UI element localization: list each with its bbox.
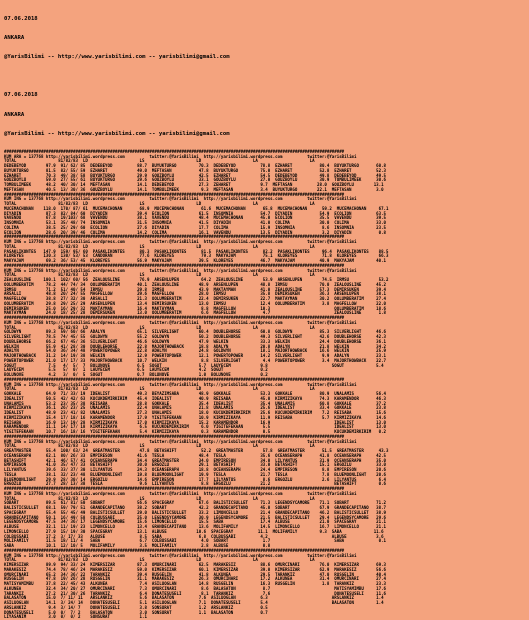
report-line: TOTAL 81/82/83 LD LS LD LA LA bbox=[4, 324, 315, 330]
report-line: RUSGELIN 47.8 19/ 26/ 28 RUSGELIN 31.1 MARAKESIZ 26.3 OMURCINARI 17.2 ALKUNEA 31.4 OMURCINARI 27.4 bbox=[4, 576, 387, 582]
report-line: MATISYAMIMBU 37.8 22/ 45/ 43 ALKUNEA 7.4 ASILUOGLAN 14.8 RUSGELIN 16.3 RUSGELIN 1.8 TARANKIZ 23.3 bbox=[4, 581, 387, 587]
report-line: TOTAL 81/82/83 LD LS LD LA LA bbox=[4, 243, 315, 249]
report-line: MAKTAYMAN 24.0 18/ 25/ 28 DEMIRSUKEN 13.0 OOLUMBERATIM 6.6 MAGFELLOW 4.7 ZEALOUSLINE 1.8 bbox=[4, 310, 387, 316]
report-line: ZEALOUSLINE 100.1 102/ 60/ 56 ZEALOUSLINE 76.9 ARSENLUPEN 64.2 ZEALOUSLINE 53.9 ARSENLUPEN 74.5 IRMSU 53.2 bbox=[4, 277, 389, 283]
report-line: KUM ING = 137768 http://yarisbilimi.wordpress.com twitter:@YarisBilimi http://yarisbilimi.wordpress.com twitter:@YarisBilimi bbox=[4, 267, 357, 273]
report-line: GOKKALE 64.9 71/ 33/ 19 IDEALIST 49.3 BEYAZIMSABA 48.9 GOKKALE 53.3 GOKKALE 80.9 UNALAMIS 56.4 bbox=[4, 391, 387, 397]
report-line: KUM ING = 137768 http://yarisbilimi.wordpress.com twitter:@YarisBilimi http://yarisbilimi.wordpress.com twitter:@YarisBilimi bbox=[4, 490, 357, 496]
section-divider: ########################################################################################################################################## bbox=[4, 148, 345, 154]
report-line: BUYUKTURGO 81.5 82/ 55/ 59 EZHARET 49.0 MEFTASAN 47.8 BUYUKTURGO 75.0 EZHARET 52.8 EZHARET 52.3 bbox=[4, 167, 387, 173]
report-line: DIYADIN 87.3 82/ 84/ 60 DIYADIN 39.4 ECOLION 61.5 INSOMNIA 54.7 DIYADIN 54.9 ECOLION 63.5 bbox=[4, 210, 387, 216]
report-line: OOLUMBERATIM 78.2 44/ 74/ 34 OOLUMBERATIM 40.1 ZEALOUSLINE 48.9 ARSENLUPEN 48.8 IRMSU 70.0 ZEALOUSLINE 45.2 bbox=[4, 281, 387, 287]
report-line: TOTAL 81/82/83 LD LS LD LA LA bbox=[4, 443, 315, 449]
header-city: ANKARA bbox=[4, 111, 25, 118]
header-contact: @YarisBilimi -- http://www.yarisbilimi.com -- yarisbilimi@gmail.com bbox=[4, 54, 230, 61]
report-line: SILVERLIGHT 78.5 74/ 45/ 55 GOLDWYN 55.2 GOLDWYN 50.2 DOUBLEHORSE 49.3 SILVERLIGHT 42.6 DOUBLEHORSE 42.3 bbox=[4, 334, 387, 340]
report-line: BLUEMOONLIGHT 29.9 28/ 30/ 14 ERGOZLU 14.6 EMPIRESON 17.7 LILYANTUS 8.6 ERGOZLU 2.6 LILYANTUS 6.4 bbox=[4, 476, 387, 482]
report-line: TOTAL 81/82/83 LD LS LD LA LA bbox=[4, 386, 315, 392]
report-line: GOUZBOYLU 59.0 27/ 55/ 61 BUYUKTURGO 29.6 GOUZBOYLU 33.1 GOUZBOYLU 27.0 GOUZBOYLU 30.9 TOMBULIMEEK 30.6 bbox=[4, 177, 387, 183]
report-line: ADALYN 54.0 36/ 34/ 48 POWERTOPOWER 22.8 ADALYN 24.8 GOLDWYN 18.1 MAJORTHOWBACK 16.6 WELKIN 25.9 bbox=[4, 348, 387, 354]
report-line: PASAKLIKONTES 147.9 159/ 95/ 60 PASAKLIKONTES 80.3 PASAKLIKONTES 81.5 PASAKLIKONTES 82.2 PASAKLIKONTES 96.4 PASAKLIKONTES 88.5 bbox=[4, 248, 389, 254]
report-line: KIRMIZIKAYA 36.1 26/ 23/ 25 UNALAMIS 22.4 UNALAMIS 21.8 UNALAMIS 25.6 IDEALIST 33.4 GOKKALE 23.8 bbox=[4, 405, 387, 411]
header-date: 07.06.2018 bbox=[4, 92, 38, 99]
report-line: BALISTICSULLET 68.1 59/ 79/ 51 GRANDECAPITANO 38.2 SOBART 42.2 GRANDECAPITANO 45.0 SOBART 67.9 GRANDECAPITANO 38.7 bbox=[4, 505, 387, 511]
report-line: MUCEMACHONAN 118.0 170/ 87/ 61 MUCEMACHONAN 68.9 MUCEMACHONAN 61.6 MUCEMACHONAN 65.8 MUCEMACHONAN 59.2 MUCEMACHONAN 67.1 bbox=[4, 205, 389, 211]
report-line: IDEALIST 48.9 23/ 41/ 82 UNALAMIS 27.3 UNALAMIS 18.0 KUCUKDEMIRKIRIM 25.6 KUCUKDEMIRKIRIM 7.2 REISABA 15.6 bbox=[4, 410, 387, 416]
header-block-1 bbox=[4, 3, 529, 73]
report-line: GREATMASTER 55.4 100/ 63/ 24 GREATMASTER 47.8 BETASHIFT 52.2 GREATMASTER 57.8 GREATMASTER 51.5 GREATMASTER 43.3 bbox=[4, 448, 389, 454]
report-line: VAVENDU 67.8 19/103/ 68 VAVENDU 38.1 VAVENDU 48.4 MUCEMACHONAN 45.0 ECOLION 35.5 VAVENDU 39.5 bbox=[4, 215, 387, 221]
report-line: COLBUSSABI 17.2 3/ 17/ 33 ALBUSE 8.5 SABA 6.8 COLBUSSABI 4.2 ALBUSE 3.6 bbox=[4, 533, 384, 539]
report-line: LIYASANIM 3.0 0/ 0/ 2 SONSURAT 1.1 bbox=[4, 614, 147, 620]
report-line: GRANDECAPITANO 50.1 16/ 49/ 58 COLBUSSABI 25.0 LEGENDSYCAMORE 30.9 LEGENDSYCAMORE 21.5 BALISTICSULLET 29.4 LEGENDSYCAMORE 29.6 bbox=[4, 514, 387, 520]
race-report-table bbox=[4, 150, 529, 620]
report-line: TOTAL 81/82/83 LD LS LD LA LA bbox=[4, 201, 315, 207]
report-line: KUM ING = 137768 http://yarisbilimi.wordpress.com twitter:@YarisBilimi http://yarisbilimi.wordpress.com twitter:@YarisBilimi bbox=[4, 381, 357, 387]
report-line: MARAKESIZ 74.4 78/ 46/ 24 MARAKESIZ 59.0 KIMERSIZAR 60.1 KIMERSIZAR 39.0 KIMERSIZAR 62.9 MARAKESIZ 56.6 bbox=[4, 566, 387, 572]
report-line: TOTAL 81/82/83 LD LS LD LA LA bbox=[4, 557, 315, 563]
report-line: YIGITEFEKAAN 10.7 16/ 18/ 16 YIGITEFEKAAN 5.4 KIRMIZIKAYA 0.3 KARAMENDOR 0.5 KUCUKDEMIRKIRIM 0.2 bbox=[4, 429, 387, 435]
report-line: OOLUMBERATIM 29.8 29/ 25/ 29 ARSENLUPEN 13.4 DEMIRSUKEN 13.0 IRMSU 12.4 OOLUMBERATIM 3.8 MAGFELLOW 22.0 bbox=[4, 300, 387, 306]
report-line: ERGOZLU 27.7 28/ 13/ 38 TESLA 9.6 LILYANTUS 8.8 ERGOZLU 21.2 BETASHIFT 0.6 bbox=[4, 481, 387, 487]
report-line: KUM ARA = 137768 http://yarisbilimi.wordpress.com twitter:@YarisBilimi http://yarisbilimi.wordpress.com twitter:@YarisBilimi bbox=[4, 153, 357, 159]
report-line: ECOLION 28.6 20/ 39/ 46 COLIMA 14.2 COLIMA 16.1 VAVENDU 13.5 DIYADIN 3.2 DIYADIN 0.8 bbox=[4, 229, 387, 235]
report-line: TOTAL 81/82/83 LD LS LD LA LA bbox=[4, 495, 315, 501]
report-line: UNALAMIS 53.2 23/ 35/ 38 REISABA 28.8 GOKKALE 35.4 IDEALIST 35.4 UNALAMIS 60.8 GOKKALE 37.2 bbox=[4, 400, 387, 406]
report-line: IRMSU 71.2 51/ 40/ 54 IRMSU 29.8 IRMSU 43.9 MAKTAYMAN 41.0 ZEALOUSLINE 57.3 DEMIRSUKEN 39.4 bbox=[4, 286, 387, 292]
report-line: LAUYECEM 5.5 5/ 0/ 1 LAUYECEM 6.5 LAUYECEM 4.2 SOGUT 0.2 bbox=[4, 367, 268, 373]
header-block-2 bbox=[4, 79, 529, 149]
report-line: MOLIFAMILY 11.5 18/ 11/ 4 SABA 6.7 COLBUSSABI 4.0 SOBART 1.7 SABA 0.1 bbox=[4, 538, 387, 544]
report-line: SPACEGRAY 55.4 55/ 45/ 49 BALISTICSULLET 29.0 BALISTICSULLET 33.2 LIMONCELLO 21.4 GRANDECAPITANO 46.2 BALISTICSULLET 38.9 bbox=[4, 509, 387, 515]
section-divider: ########################################################################################################################################## bbox=[4, 486, 345, 492]
report-line: DEDEBEYOD 97.9 91/ 62/ 85 DEDEBEYOD 88.7 BUYUKTURGO 70.3 DEDEBEYOD 78.8 EZHARET 80.4 BUYUKTURGO 60.8 bbox=[4, 163, 387, 169]
report-line: COLIMA 38.5 25/ 29/ 60 ECOLION 27.6 DIYADIN 17.7 COLIMA 15.9 INSOMNIA 8.6 INSOMNIA 23.5 bbox=[4, 224, 387, 230]
report-line: MAKYAJAM 69.2 36/ 53/ 45 KLOREYES 56.9 MAKYAJAM 39.5 KLOREYES 46.7 MAKYAJAM 40.9 MAKYAJAM 40.1 bbox=[4, 258, 387, 264]
report-line: KIRMIZIKAYA 15.4 17/ 18/ 16 KARAMENDOR 17.9 YIGITEFEKAAN 10.9 KIRMIZIKAYA 11.9 REISABA 5.7 KIRMIZIKAYA 14.6 bbox=[4, 414, 387, 420]
report-line: KIMERSIZAR 89.9 94/ 33/ 24 KIMERSIZAR 87.3 OMURCINARI 62.5 MARAKESIZ 88.6 OMURCINARI 76.0 KIMERSIZAR 69.3 bbox=[4, 562, 387, 568]
report-line: ALBUSE 32.1 11/ 19/ 23 LIMONCELLO 13.4 GRANDECAPITANO 13.6 MOLIFAMILY 14.5 LIMONCELLO 16.7 LIMONCELLO 21.1 bbox=[4, 524, 387, 530]
report-line: TOMBULIMEEK 48.2 40/ 30/ 14 MEFTASAN 14.1 DEDEBEYOD 27.3 ZEHARET 9.7 MEFTASAN 28.0 GOUZBOYLU 13.1 bbox=[4, 182, 384, 188]
report-line: WELKIN 55.9 41/ 28/ 30 DOUBLEHORSE 22.8 MAJORTHOWBACK 18.8 ADALYN 20.8 ADALYN 21.8 WELKIN 34.2 bbox=[4, 343, 387, 349]
report-line: MEFTASAN 40.5 13/ 30/ 36 GOUZBOYLU 14.1 TOMBULIMEEK 9.3 MEFTASAN 3.4 BUYUKTURGO 22.1 MEFTASAN 3.0 bbox=[4, 186, 384, 192]
report-line: BOLUNOVE 4.2 3/ 0/ 5 SOGUT 0.7 BOLUNOVE 1.0 BOLUNOVE 0.2 bbox=[4, 372, 268, 378]
report-line: TOTAL 81/82/83 LD LS LD LA LA bbox=[4, 158, 315, 164]
report-line: ALKUNEA 32.4 34/ 20/ 27 OMURCINARI 7.3 OMURCINARI 8.6 BALASATON 8.7 MATISYAMIMBU 17.6 bbox=[4, 585, 387, 591]
report-line: POWERTOPOWER 21.0 17/ 17/ 33 MAJORTHOWBACK 10.7 WELKIN 8.8 SILVERLIGHT 4.4 POWERTOPOWER 3.4 MAJORTHOWBACK 22.7 bbox=[4, 357, 387, 363]
report-line: KUM ING = 137768 http://yarisbilimi.wordpress.com twitter:@YarisBilimi http://yarisbilimi.wordpress.com twitter:@YarisBilimi bbox=[4, 239, 357, 245]
section-divider: ########################################################################################################################################## bbox=[4, 234, 345, 240]
report-line: SABA 10.1 12/ 10/ 5 MOLIFAMILY 3.5 MOLIFAMILY 2.8 ALBUSE 0.8 bbox=[4, 543, 271, 549]
report-line: REISABA 16.9 13/ 19/ 28 KIRMIZIKAYA 17.0 KIRMIZIKAYA 15.2 KARAMENDOR 16.9 IDEALIST 13.0 bbox=[4, 419, 387, 425]
report-line: BALASATON 15.0 7/ 11/ 11 ARSLANKIZ 5.6 BALASATON 7.6 ASILUOGLAN 6.3 ARSLANKIZ 1.4 bbox=[4, 595, 384, 601]
report-line: ASILUOGLAN 14.1 3/ 24/ 14 DONATESUSELI 5.1 ASILUOGLAN 7.1 DONATESUSELI 5.4 BALASATON 1.4 bbox=[4, 600, 384, 606]
header-city: ANKARA bbox=[4, 35, 25, 42]
report-line: OCEANSERAPH 62.1 80/ 26/ 33 EMPIRESON 41.6 TESLA 48.4 TESLA 35.6 OCEANSERAPH 41.8 OCEANSERAPH 42.5 bbox=[4, 452, 387, 458]
report-line: DONATESUSELI 5.0 0/ 7/ 2 BALASATON 3.0 SONSURAT 1.1 BALASATON 0.7 bbox=[4, 609, 268, 615]
report-line: ARSALLI 48.8 20/ 24/ 55 MAGFELLOW 29.6 MAGFELLOW 28.0 IRMSU 35.8 DEMIRSUKEN 36.3 ARSENLUPEN 38.1 bbox=[4, 291, 387, 297]
report-line: SOGUT 7.5 4/ 5/ 7 BOLUNOVE 6.5 SOGUT 5.7 LAUYECEM 9.8 SOGUT 5.4 bbox=[4, 362, 384, 368]
report-line: KARAMENDOR 11.1 14/ 17/ 18 KIRMIZIKAYA 6.5 KUCUKDEMIRKIRIM 6.0 YIGITEFEKAAN 5.5 IDEALIST 13.0 bbox=[4, 424, 387, 430]
section-divider: ########################################################################################################################################## bbox=[4, 191, 345, 197]
report-line: ARSLANKIZ 9.4 3/ 14/ 7 DONATESUSELI 3.8 SONSURAT 1.2 ARSLANKIZ 0.5 bbox=[4, 604, 268, 610]
report-line: KUM ING = 137768 http://yarisbilimi.wordpress.com twitter:@YarisBilimi http://yarisbilimi.wordpress.com twitter:@YarisBilimi bbox=[4, 552, 357, 558]
report-line: EZHARET 70.3 49/ 38/ 58 BUYUKTURGO 29.9 GOUZBOYLU 42.5 EZHARET 54.5 DEDEBEYOD 49.8 DEDEBEYOD 49.5 bbox=[4, 172, 387, 178]
report-line: DOUBLEHORSE 66.2 67/ 45/ 36 SILVERLIGHT 46.6 GOLDWYN 47.9 WELKIN 33.3 WELKIN 24.4 DOUBLEHORSE 36.1 bbox=[4, 338, 387, 344]
report-line: MAJORTHOWBACK 31.2 14/ 19/ 38 WELKIN 12.9 POWERTOPOWER 12.1 POWERTOPOWER 14.2 SILVERLIGHT 9.9 ADALYN 23.1 bbox=[4, 353, 387, 359]
report-line: DEMIRSUKEN 25.0 16/ 29/ 32 MAKTAYMAN 16.4 MAKTAYMAN 8.8 MAGFELLOW 10.3 OOLUMBERATIM 18.6 bbox=[4, 305, 387, 311]
header-date: 07.06.2018 bbox=[4, 15, 38, 22]
report-line: MAGFELLOW 38.8 27/ 32/ 30 ARSALLI 21.3 OOLUMBERATIM 22.4 DEMIRSUKEN 22.7 MAKTAYMAN 30.2 OOLUMBERATIM 27.4 bbox=[4, 296, 387, 302]
report-line: KLOREYES 130.3 130/ 53/ 53 CANDORAN 77.6 KLOREYES 79.3 MAKYAJAM 75.1 KLOREYES 71.8 KLOREYES 66.3 bbox=[4, 253, 389, 259]
report-line: BETASHIFT 42.1 46/ 57/ 41 OCEANSERAPH 34.4 GREATMASTER 34.0 EMPIRESON 34.0 LILYANTUS 31.9 OCEANSERAPH 35.0 bbox=[4, 457, 387, 463]
section-divider: ########################################################################################################################################## bbox=[4, 376, 345, 382]
report-line: LIMONCELLO 27.9 15/ 19/ 30 SPACEGRAY 13.1 ALBUSE 10.6 SPACEGRAY 11.1 MOLIFAMILY 9.3 SABA 11.6 bbox=[4, 528, 384, 534]
section-divider: ########################################################################################################################################## bbox=[4, 315, 345, 321]
report-line: TARANKIZ 27.2 21/ 30/ 26 TARANKIZ 6.4 DONATESUSELI 8.1 TARANKIZ 7.6 DONATESUSELI 11.6 bbox=[4, 590, 387, 596]
report-line: TOTAL 81/82/83 LD LS LD LA LA bbox=[4, 272, 315, 278]
report-line: KUM ING = 137768 http://yarisbilimi.wordpress.com twitter:@YarisBilimi http://yarisbilimi.wordpress.com twitter:@YarisBilimi bbox=[4, 319, 357, 325]
report-line: TESLA 38.1 32/ 23/ 48 BLUEMOONLIGHT 19.8 BLUEMOONLIGHT 19.9 TESLA 21.7 TESLA 7.8 BLUEMOONLIGHT 20.6 bbox=[4, 471, 387, 477]
report-line: GOLDWYN 89.3 59/ 60/ 66 ADALYN 65.1 SILVERLIGHT 60.4 DOUBLEHORSE 60.8 GOLDWYN 85.3 SILVERLIGHT 46.6 bbox=[4, 329, 387, 335]
section-divider: ########################################################################################################################################## bbox=[4, 262, 345, 268]
report-line: IDEALIST 50.5 42/ 42/ 63 KUCUKDEMIRKIRIM 45.4 IDEALIST 40.9 REISABA 45.0 KIRMIZIKAYA 74.3 KARAMENDOR 46.3 bbox=[4, 395, 387, 401]
report-line: LEGENDSYCAMORE 47.5 34/ 36/ 17 LEGENDSYCAMORE 15.6 LIMONCELLO 15.5 SABA 17.4 ALBUSE 21.0 SPACEGRAY 21.1 bbox=[4, 519, 387, 525]
report-line: EMPIRESON 41.0 35/ 47/ 33 BETASHIFT 30.0 ERGOZLU 29.1 BETASHIFT 33.0 BETASHIFT 15.1 ERGOZLU 33.0 bbox=[4, 462, 387, 468]
report-line: LILYANTUS 39.6 33/ 37/ 30 LILYANTUS 24.3 OCEANSERAPH 18.8 OCEANSERAPH 24.4 EMPIRESON 8.8 EMPIRESON 20.6 bbox=[4, 467, 387, 473]
report-line: INSOMNIA 53.1 35/ 48/ 74 INSOMNIA 31.5 INSOMNIA 41.5 DIYADIN 41.0 COLIMA 30.0 COLIMA 33.0 bbox=[4, 220, 387, 226]
report-line: SOBART 89.5 61/ 81/ 50 SOBART 56.6 SPACEGRAY 67.6 BALISTICSULLET 71.3 LEGENDSYCAMORE 71.1 SOBART 71.2 bbox=[4, 500, 387, 506]
report-line: OMURCINARI 65.2 34/ 36/ 22 TARANKIZ 39.4 RUSGELIN 41.8 ALKUNEA 29.5 TARANKIZ 47.0 RUSGELIN 40.4 bbox=[4, 571, 387, 577]
section-divider: ########################################################################################################################################## bbox=[4, 547, 345, 553]
header-contact: @YarisBilimi -- http://www.yarisbilimi.com -- yarisbilimi@gmail.com bbox=[4, 130, 230, 137]
report-line: KUM ING = 137768 http://yarisbilimi.wordpress.com twitter:@YarisBilimi http://yarisbilimi.wordpress.com twitter:@YarisBilimi bbox=[4, 438, 357, 444]
report-line: KUM ING = 137768 http://yarisbilimi.wordpress.com twitter:@YarisBilimi http://yarisbilimi.wordpress.com twitter:@YarisBilimi bbox=[4, 196, 357, 202]
section-divider: ########################################################################################################################################## bbox=[4, 433, 345, 439]
